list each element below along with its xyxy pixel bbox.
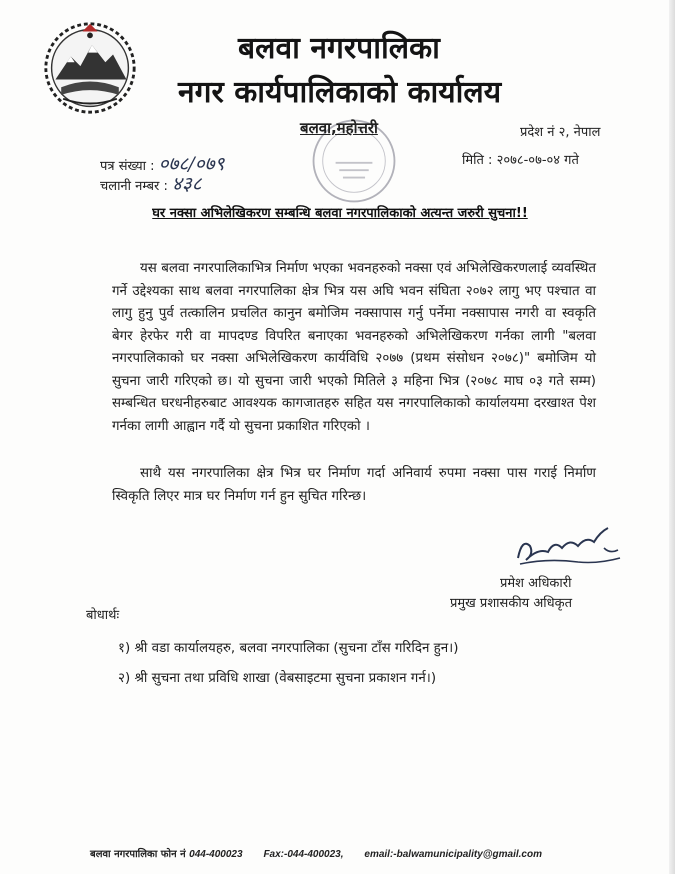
date-label: मिति :	[462, 153, 493, 168]
footer-fax: Fax:-044-400023,	[263, 849, 344, 860]
office-name: नगर कार्यपालिकाको कार्यालय	[178, 75, 502, 110]
reference-value: ०७८/०७९	[158, 153, 225, 175]
cc-item-2: २) श्री सुचना तथा प्रविधि शाखा (वेबसाइटमा सुचना प्रकाशन गर्न।)	[118, 671, 437, 686]
letterhead-footer	[90, 846, 542, 860]
body-paragraph-1: यस बलवा नगरपालिकाभित्र निर्माण भएका भवनहरुको नक्सा एवं अभिलेखिकरणलाई व्यवस्थित गर्ने उद्देश्यका साथ बलवा नगरपालिका क्षेत्र भित्र यस अघि भवन संघिता २०७२ लागु भए पश्चात वा लागु हुनु पुर्व तत्कालिन प्रचलित कानुन बमोजिम नक्सापास गर्नु पर्नेमा नक्सापास नगरी वा स्वकृति बेगर हेरफेर गरी वा मापदण्ड विपरित बनाएका भवनहरुको अभिलेखिकरण गर्नका लागी "बलवा नगरपालिकाको घर नक्सा अभिलेखिकरण कार्यविधि २०७७ (प्रथम संसोधन २०७८)" बमोजिम यो सुचना जारी गरिएको छ। यो सुचना जारी भएको मितिले ३ महिना भित्र (२०७८ माघ ०३ गते सम्म) सम्बन्धित घरधनीहरुबाट आवश्यक कागजातहरु सहित यस नगरपालिकाको कार्यालयमा दरखाश्त पेश गर्नका लागी आह्वान गर्दै यो सुचना प्रकाशित गरिएको ।	[112, 261, 596, 434]
signature-icon	[508, 518, 628, 580]
footer-org: बलवा नगरपालिका फोन नं	[90, 849, 186, 860]
nepal-emblem-icon	[42, 20, 138, 116]
notice-subject: घर नक्सा अभिलेखिकरण सम्बन्धि बलवा नगरपालिकाको अत्यन्त जरुरी सुचना!!	[152, 206, 528, 221]
dispatch-value: ४३८	[171, 173, 202, 195]
province-label: प्रदेश नं २, नेपाल	[520, 125, 601, 140]
cc-label: बोधार्थः	[86, 608, 120, 623]
cc-item-1: १) श्री वडा कार्यालयहरु, बलवा नगरपालिका (सुचना टाँस गरिदिन हुन।)	[118, 641, 459, 656]
footer-phone: 044-400023	[189, 849, 243, 860]
signatory-designation: प्रमुख प्रशासकीय अधिकृत	[450, 596, 573, 611]
date-value: २०७८-०७-०४ गते	[496, 153, 579, 168]
footer-email: email:-balwamunicipality@gmail.com	[364, 849, 542, 860]
body-paragraph-2: साथै यस नगरपालिका क्षेत्र भित्र घर निर्माण गर्दा अनिवार्य रुपमा नक्सा पास गराई निर्माण स्विकृति लिएर मात्र घर निर्माण गर्न हुन सुचित गरिन्छ।	[112, 466, 596, 504]
signatory-name: प्रमेश अधिकारी	[500, 576, 572, 591]
dispatch-number	[100, 170, 202, 196]
letter-date	[462, 150, 579, 168]
page-edge-shadow	[669, 0, 675, 874]
reference-label: पत्र संख्या :	[100, 159, 155, 174]
place-name: बलवा,महोत्तरी	[300, 119, 378, 137]
dispatch-label: चलानी नम्बर :	[100, 179, 168, 194]
municipality-name: बलवा नगरपालिका	[238, 31, 440, 66]
